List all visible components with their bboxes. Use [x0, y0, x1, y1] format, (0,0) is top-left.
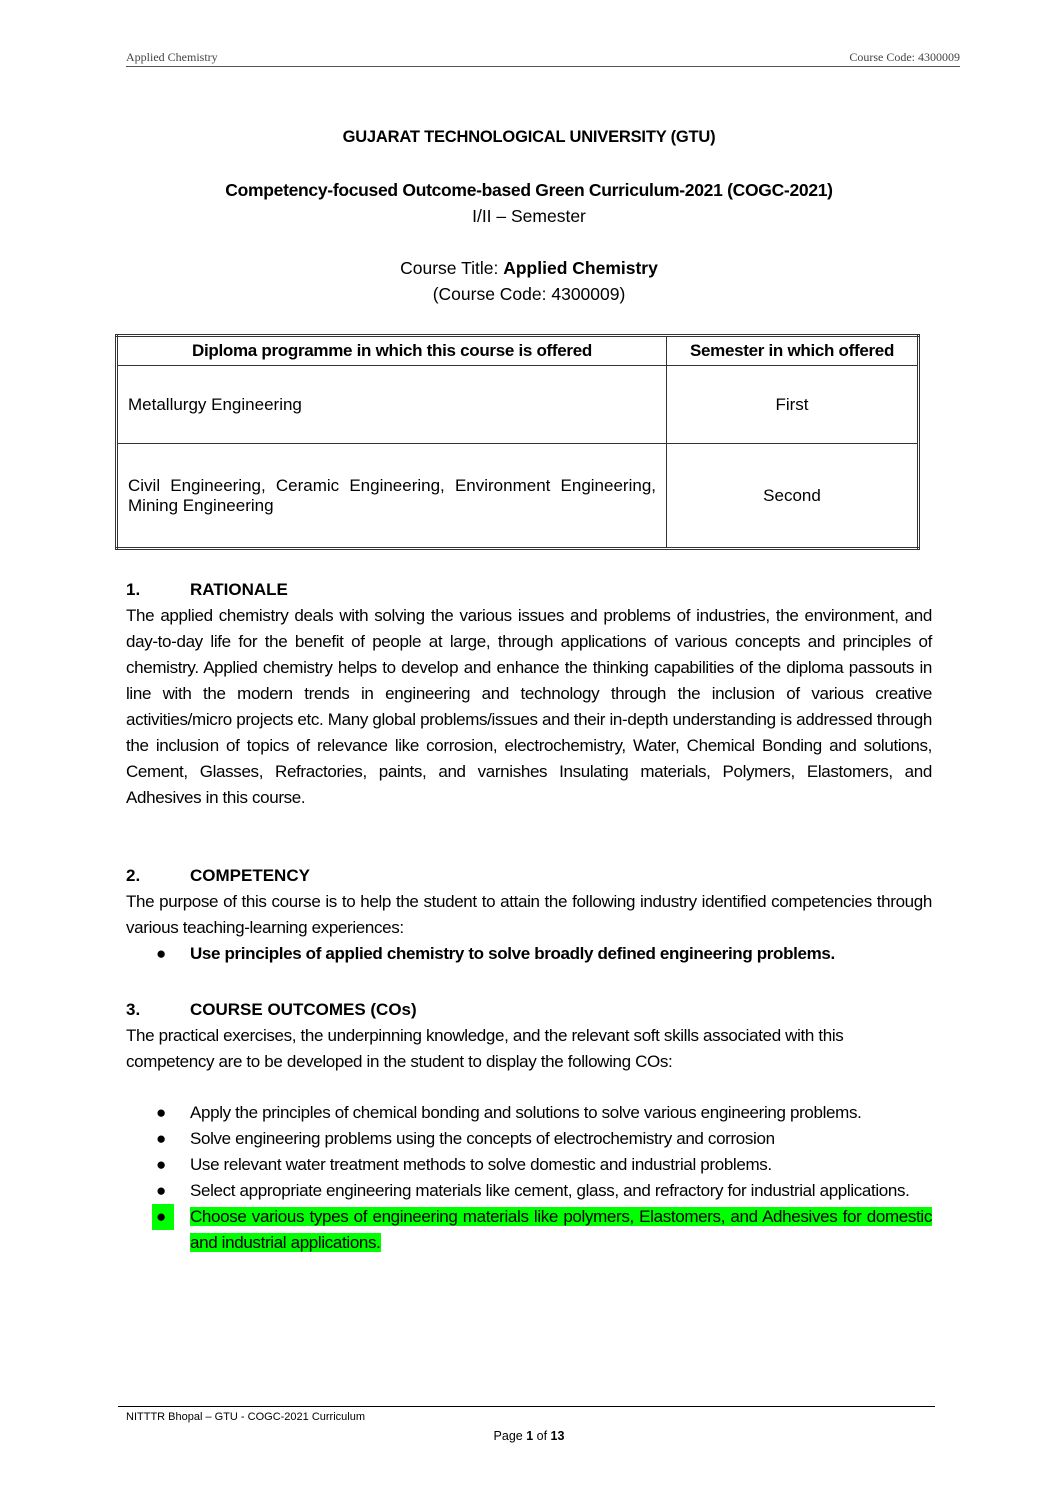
course-outcomes-list: [126, 1100, 932, 1256]
semester-cell: Second: [667, 444, 919, 549]
bullet-icon: ●: [152, 1204, 174, 1230]
list-item-text: Apply the principles of chemical bonding and solutions to solve various engineering problems.: [190, 1103, 862, 1122]
list-item-text: Use principles of applied chemistry to solve broadly defined engineering problems.: [190, 944, 835, 963]
competency-list: [126, 941, 932, 967]
page-current: 1: [526, 1429, 534, 1443]
section-number: 2.: [126, 866, 141, 885]
semester-label: I/II – Semester: [472, 206, 586, 226]
bullet-icon: ●: [156, 944, 166, 963]
table-row: [117, 444, 919, 549]
header-course-name: Applied Chemistry: [126, 50, 218, 64]
list-item: [126, 1152, 932, 1178]
section-title: RATIONALE: [190, 580, 288, 599]
list-item: [126, 1126, 932, 1152]
page-number: [0, 1429, 1058, 1443]
footer-institution: NITTTR Bhopal – GTU - COGC-2021 Curriculum: [126, 1411, 365, 1423]
section-number: 3.: [126, 1000, 141, 1019]
competency-paragraph: The purpose of this course is to help the student to attain the following industry identified competencies through various teaching-learning experiences:: [126, 892, 932, 937]
list-item-text: Use relevant water treatment methods to solve domestic and industrial problems.: [190, 1155, 772, 1174]
section-number: 1.: [126, 580, 141, 599]
list-item-text: Select appropriate engineering materials like cement, glass, and refractory for industrial applications.: [190, 1181, 910, 1200]
course-title: [0, 258, 1058, 279]
section-title: COMPETENCY: [190, 866, 310, 885]
course-title-value: Applied Chemistry: [503, 258, 658, 278]
bullet-icon: ●: [156, 1155, 166, 1174]
list-item-highlighted: [126, 1204, 932, 1256]
programme-table: [115, 334, 920, 550]
course-title-label: Course Title:: [400, 258, 504, 278]
list-item-text: Solve engineering problems using the concepts of electrochemistry and corrosion: [190, 1129, 775, 1148]
section-heading-competency: [126, 866, 310, 886]
bullet-icon: ●: [156, 1103, 166, 1122]
section-heading-rationale: [126, 580, 288, 600]
list-item-text: Choose various types of engineering materials like polymers, Elastomers, and Adhesives for domestic and industrial applications.: [190, 1207, 932, 1252]
programme-cell: Metallurgy Engineering: [117, 366, 667, 444]
page-total: 13: [550, 1429, 565, 1443]
programme-cell: Civil Engineering, Ceramic Engineering, Environment Engineering, Mining Engineering: [117, 444, 667, 549]
list-item: [126, 1178, 932, 1204]
header-course-code: Course Code: 4300009: [849, 50, 960, 64]
list-item: [126, 941, 932, 967]
page-prefix: Page: [493, 1429, 527, 1443]
section-heading-course-outcomes: [126, 1000, 417, 1020]
section-title: COURSE OUTCOMES (COs): [190, 1000, 417, 1019]
page-of: of: [533, 1429, 551, 1443]
semester-cell: First: [667, 366, 919, 444]
column-header-programme: Diploma programme in which this course is offered: [117, 336, 667, 366]
rationale-paragraph: The applied chemistry deals with solving the various issues and problems of industries, the environment, and day-to-day life for the benefit of people at large, through applications of various concepts and principles of chemistry. Applied chemistry helps to develop and enhance the thinking capabilities of the diploma passouts in line with the modern trends in engineering and technology through the inclusion of various creative activities/micro projects etc. Many global problems/issues and their in-depth understanding is addressed through the inclusion of topics of relevance like corrosion, electrochemistry, Water, Chemical Bonding and solutions, Cement, Glasses, Refractories, paints, and varnishes Insulating materials, Polymers, Elastomers, and Adhesives in this course.: [126, 606, 932, 807]
list-item: [126, 1100, 932, 1126]
course-outcomes-paragraph: The practical exercises, the underpinning knowledge, and the relevant soft skills associated with this competency are to be developed in the student to display the following COs:: [126, 1026, 844, 1071]
table-header-row: [117, 336, 919, 366]
table-row: [117, 366, 919, 444]
bullet-icon: ●: [156, 1129, 166, 1148]
column-header-semester: Semester in which offered: [667, 336, 919, 366]
curriculum-title: Competency-focused Outcome-based Green Curriculum-2021 (COGC-2021): [225, 180, 833, 200]
course-code: (Course Code: 4300009): [432, 284, 626, 304]
page-header: [126, 50, 960, 67]
footer-divider: [118, 1406, 935, 1407]
bullet-icon: ●: [156, 1181, 166, 1200]
university-title: GUJARAT TECHNOLOGICAL UNIVERSITY (GTU): [342, 128, 716, 146]
